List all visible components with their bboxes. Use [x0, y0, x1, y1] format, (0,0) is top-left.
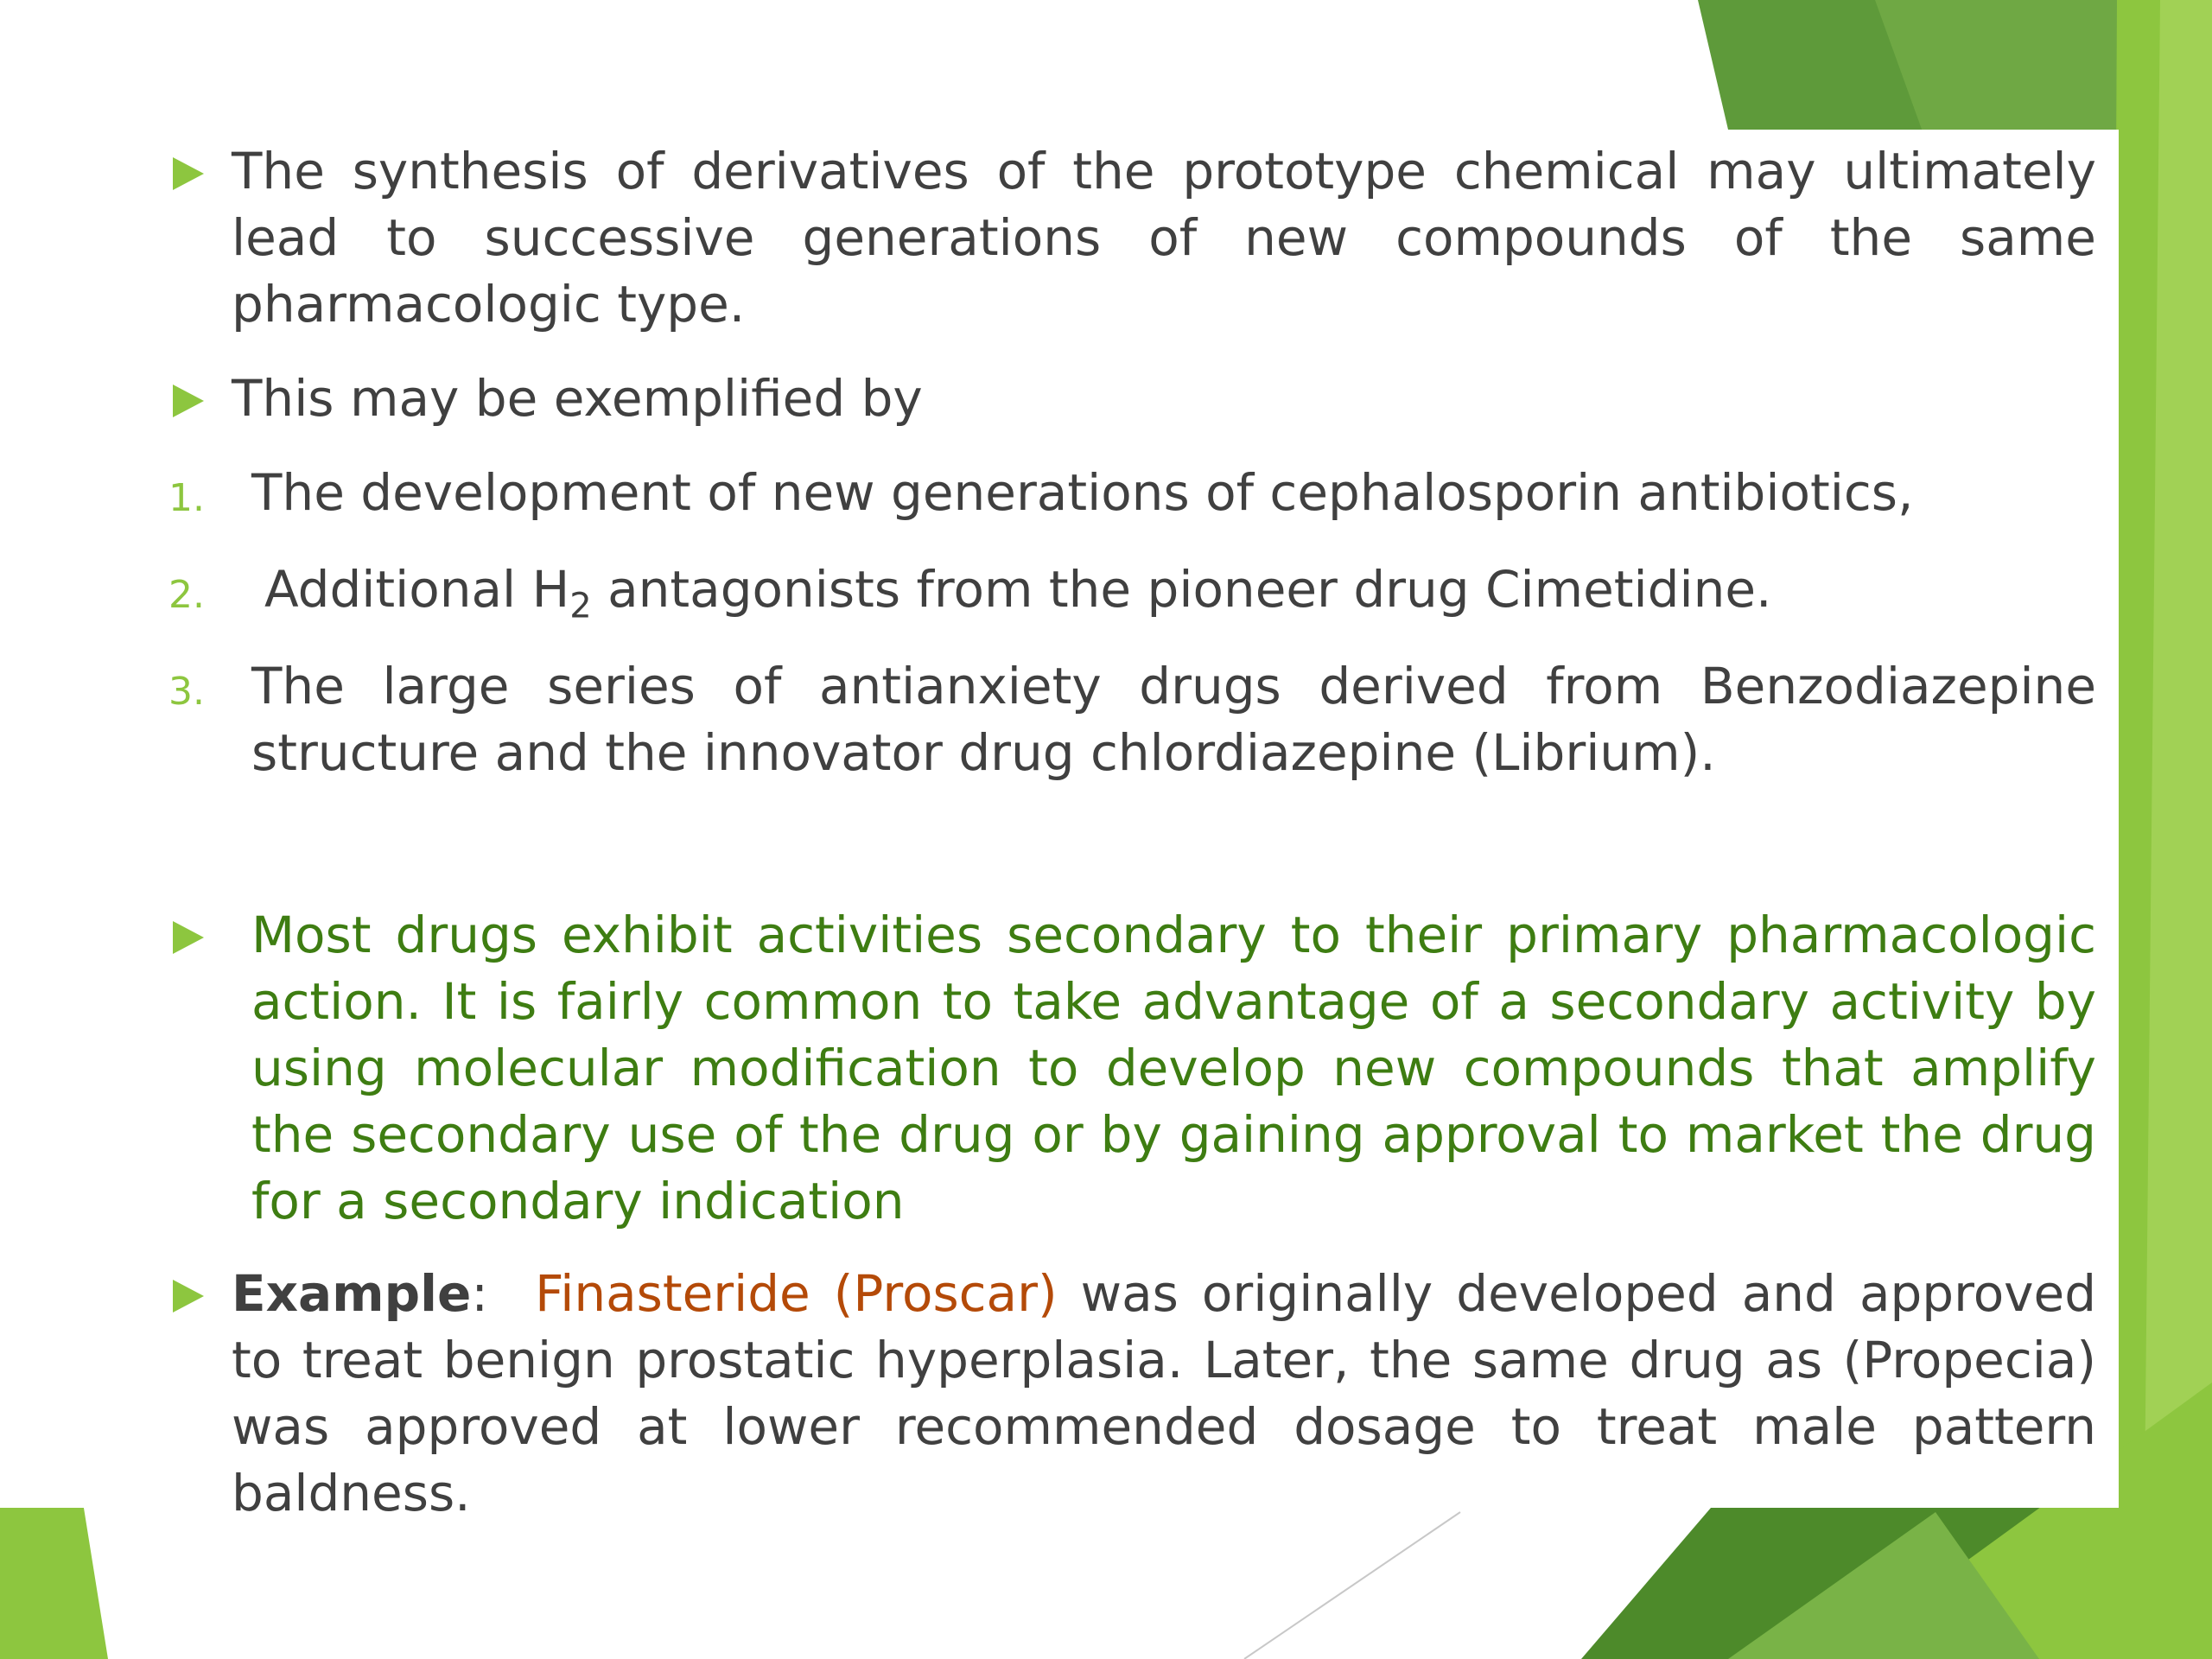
- list-item-2-text-pre: Additional H: [264, 560, 570, 619]
- list-item-2-text: [164, 556, 2096, 626]
- triangle-bullet-icon: [173, 385, 204, 417]
- list-item-3: [164, 653, 2096, 786]
- example-label: Example: [232, 1264, 472, 1323]
- list-item-2-text-post: antagonists from the pioneer drug Cimetidine.: [591, 560, 1772, 619]
- list-item-1-text: The development of new generations of cephalosporin antibiotics,: [251, 463, 1914, 522]
- slide-content: [164, 138, 2096, 1527]
- bullet-exemplified-text: This may be exemplified by: [232, 369, 923, 428]
- bottom-thin-line: [1244, 1512, 1460, 1659]
- list-item-2-subscript: 2: [569, 586, 592, 626]
- triangle-bullet-icon: [173, 1280, 204, 1313]
- list-number: 1.: [168, 476, 205, 520]
- example-colon: :: [471, 1264, 488, 1323]
- list-item-1: [164, 460, 2096, 526]
- list-item-3-text: The large series of antianxiety drugs derived from Benzodiazepine structure and the innovator drug chlordiazepine (Librium).: [251, 657, 2096, 782]
- example-drug-name: Finasteride (Proscar): [535, 1264, 1058, 1323]
- bullet-example-text: [164, 1261, 2096, 1527]
- bullet-exemplified: [164, 365, 2096, 432]
- list-number: 3.: [168, 670, 205, 714]
- triangle-bullet-icon: [173, 921, 204, 954]
- list-number: 2.: [168, 573, 205, 617]
- bullet-synthesis-text: The synthesis of derivatives of the prototype chemical may ultimately lead to successive generations of new compounds of the same pharmacologic type.: [232, 142, 2096, 334]
- triangle-bullet-icon: [173, 157, 204, 190]
- bullet-synthesis: [164, 138, 2096, 338]
- bullet-secondary-activity: [164, 902, 2096, 1235]
- bullet-secondary-activity-text: Most drugs exhibit activities secondary to their primary pharmacologic action. It is fairly common to take advantage of a secondary activity by using molecular modification to develop new compounds that amplify the secondary use of the drug or by gaining approval to market the drug for a secondary indication: [251, 906, 2096, 1230]
- list-item-2: [164, 556, 2096, 626]
- bullet-example: [164, 1261, 2096, 1527]
- example-description: was originally developed and approved to treat benign prostatic hyperplasia. Later, the same drug as (Propecia) was approved at lower recommended dosage to treat male pattern baldness.: [232, 1264, 2097, 1522]
